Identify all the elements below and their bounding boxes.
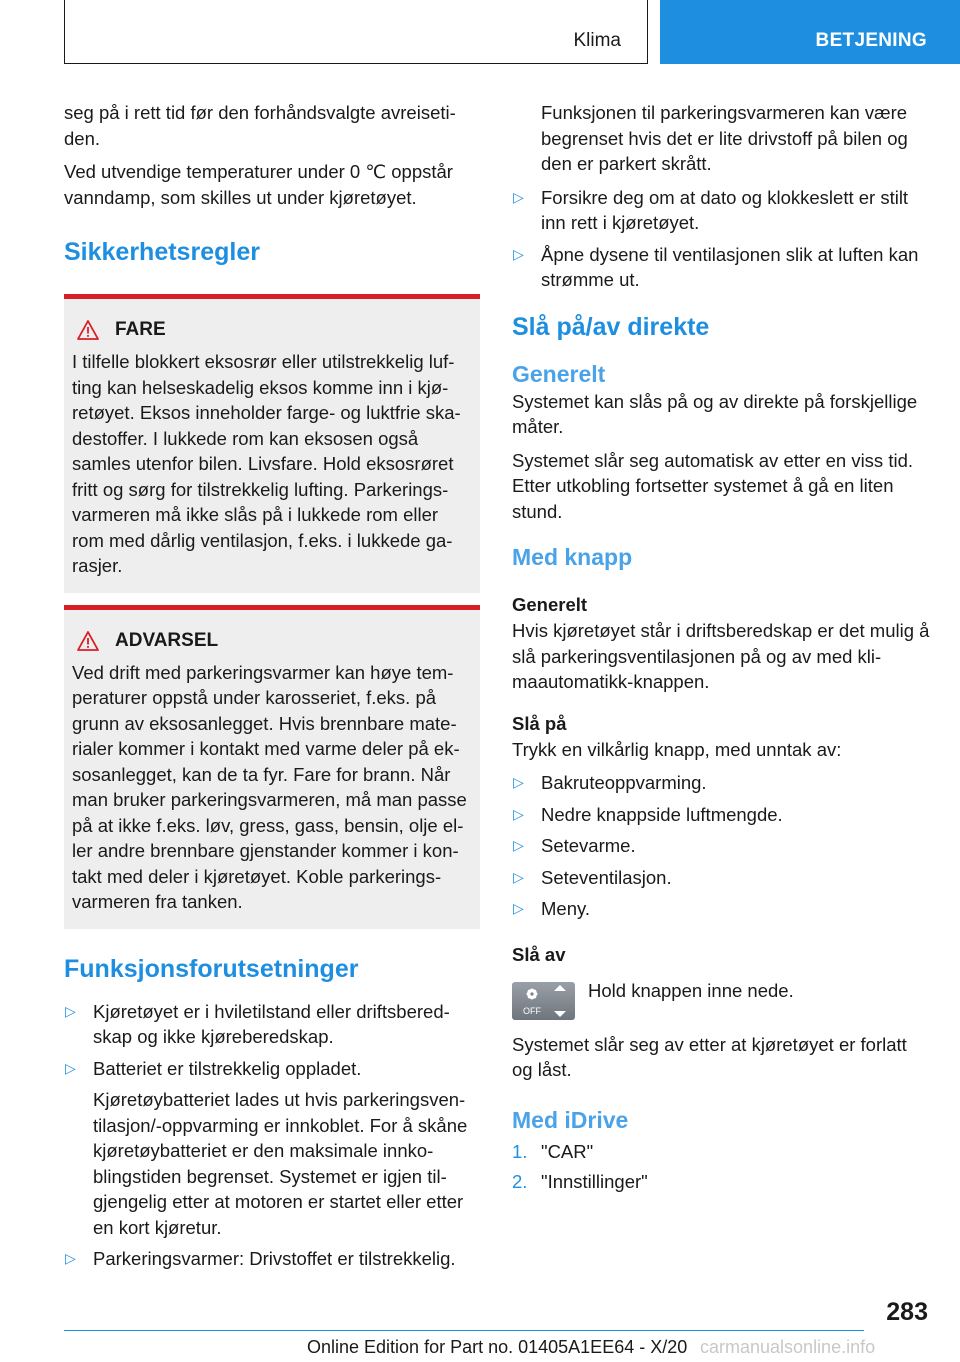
list-item: [512, 865, 930, 891]
list-item: [64, 1056, 480, 1241]
off-text: Hold knappen inne nede.: [588, 979, 794, 1001]
fan-off-button-image: [512, 982, 575, 1020]
fan-icon: [512, 982, 575, 1020]
continued-text: Funksjonen til parkeringsvarmeren kan være begrenset hvis det er lite drivstoff på bilen og den er parkert skrått.: [541, 102, 908, 174]
intro-paragraph-1: seg på i rett tid før den forhåndsvalgte avreiseti-den.: [64, 102, 456, 149]
list-item-text: Åpne dysene til ventilasjonen slik at luften kan strømme ut.: [541, 243, 919, 290]
list-item: [64, 1246, 480, 1272]
list-item-text: Nedre knappside luftmengde.: [541, 803, 783, 825]
warning-title-row: [72, 630, 472, 652]
triangle-bullet-icon: ▷: [65, 1059, 76, 1076]
header-section-box: [64, 0, 648, 64]
list-item: [64, 999, 480, 1050]
list-item: [512, 896, 930, 922]
right-column: [512, 100, 930, 1200]
triangle-bullet-icon: ▷: [513, 805, 524, 822]
prereq-list: [64, 999, 480, 1272]
list-item-text: Forsikre deg om at dato og klokkeslett er stilt inn rett i kjøretøyet.: [541, 186, 909, 233]
button-general-heading: Generelt: [512, 594, 588, 615]
list-item: [512, 1139, 930, 1165]
header-chapter-title: BETJENING: [815, 30, 927, 51]
list-item-text: Seteventilasjon.: [541, 866, 672, 888]
footer-watermark: carmanualsonline.info: [700, 1337, 876, 1357]
button-heading: Med knapp: [512, 544, 633, 570]
list-item: [512, 802, 930, 828]
list-item-text: Parkeringsvarmer: Drivstoffet er tilstrekkelig.: [93, 1248, 456, 1269]
list-item-subtext: Kjøretøybatteriet lades ut hvis parkeringsven-tilasjon/-oppvarming er innkoblet. For å skåne kjøretøybatteriet er den maksimale innko-blingstiden begrenset. Systemet er igjen til-gjengelig etter at motoren er startet eller etter en kort kjøretur.: [93, 1089, 468, 1238]
triangle-bullet-icon: ▷: [513, 188, 524, 205]
direct-heading: Slå på/av direkte: [512, 312, 710, 341]
warning-triangle-icon: [77, 631, 99, 651]
intro-paragraph-2: Ved utvendige temperaturer under 0 ℃ oppstår vanndamp, som skilles ut under kjøretøyet.: [64, 161, 453, 208]
fan-off-label: OFF: [523, 1005, 541, 1016]
list-item: [512, 185, 930, 236]
header-section-title: Klima: [573, 30, 621, 51]
triangle-bullet-icon: ▷: [513, 837, 524, 853]
off-heading: Slå av: [512, 943, 566, 965]
list-item: [512, 833, 930, 859]
general-paragraph-2: Systemet slår seg automatisk av etter en viss tid. Etter utkobling fortsetter systemet å gå en liten stund.: [512, 449, 913, 522]
list-item-text: Kjøretøyet er i hviletilstand eller driftsbered-skap og ikke kjøreberedskap.: [93, 1000, 450, 1047]
general-paragraph-1: Systemet kan slås på og av direkte på forskjellige måter.: [512, 390, 918, 437]
list-item: [512, 770, 930, 796]
list-item: [512, 242, 930, 293]
list-item-text: Meny.: [541, 898, 591, 919]
idrive-heading: Med iDrive: [512, 1106, 629, 1133]
list-item-text: Bakruteoppvarming.: [541, 772, 707, 793]
page-number: 283: [886, 1298, 928, 1326]
danger-text: I tilfelle blokkert eksosrør eller utilstrekkelig luf-ting kan helseskadelig eksos komme inn i kjø-retøyet. Eksos inneholder farge- og luktfrie ska-destoffer. I lukkede rom kan eksosen også samles utenfor bilen. Livsfare. Hold eksosrøret fritt og sørg for tilstrekkelig lufting. Parkerings-varmeren må ikke slås på i lukkede rom eller rom med dårlig ventilasjon, f.eks. i lukkede ga-rasjer.: [72, 351, 461, 576]
triangle-bullet-icon: ▷: [513, 245, 524, 262]
button-general-text: Hvis kjøretøyet står i driftsberedskap er det mulig å slå parkeringsventilasjonen på og av med kli-maautomatikk-knappen.: [512, 620, 930, 692]
triangle-bullet-icon: ▷: [513, 774, 524, 790]
list-item-text: Setevarme.: [541, 835, 636, 856]
triangle-bullet-icon: ▷: [65, 1002, 76, 1019]
left-column: [64, 100, 480, 1278]
exception-list: [512, 770, 930, 922]
safety-heading: Sikkerhetsregler: [64, 238, 260, 266]
step-text: "Innstillinger": [541, 1171, 648, 1192]
off-instruction-row: [512, 978, 930, 1020]
list-item-text: Batteriet er tilstrekkelig oppladet.: [93, 1057, 362, 1079]
step-number: 2.: [512, 1171, 528, 1192]
off-after-text: Systemet slår seg av etter at kjøretøyet er forlatt og låst.: [512, 1033, 907, 1080]
header-chapter-tab: [660, 0, 960, 64]
danger-title-row: [72, 319, 472, 341]
idrive-steps: [512, 1139, 930, 1195]
on-text: Trykk en vilkårlig knapp, med unntak av:: [512, 738, 842, 760]
warning-title: ADVARSEL: [115, 629, 219, 651]
triangle-bullet-icon: ▷: [513, 900, 524, 916]
list-item: [512, 1169, 930, 1195]
warning-triangle-icon: [77, 320, 99, 340]
warning-box: [64, 605, 480, 929]
continued-list: [512, 185, 930, 293]
danger-box: [64, 294, 480, 593]
danger-title: FARE: [115, 319, 166, 340]
step-text: "CAR": [541, 1140, 594, 1162]
footer-edition: Online Edition for Part no. 01405A1EE64 - X/20: [307, 1337, 688, 1357]
general-heading: Generelt: [512, 360, 606, 387]
on-heading: Slå på: [512, 712, 567, 734]
prereq-heading: Funksjonsforutsetninger: [64, 954, 359, 983]
triangle-bullet-icon: ▷: [65, 1250, 76, 1266]
footer-divider: [64, 1330, 864, 1331]
step-number: 1.: [512, 1140, 528, 1162]
warning-text: Ved drift med parkeringsvarmer kan høye tem-peraturer oppstå under karosseriet, f.eks. på grunn av eksosanlegget. Hvis brennbare mate-rialer kommer i kontakt med varme deler på ek-sosanlegget, kan de ta fyr. Fare for brann. Når man bruker parkeringsvarmeren, må man passe på at ikke f.eks. løv, gress, gass, bensin, olje el-ler andre brennbare gjenstander kommer i kon-takt med deler i kjøretøyet. Koble parkerings-varmeren fra tanken.: [72, 661, 467, 912]
triangle-bullet-icon: ▷: [513, 868, 524, 885]
